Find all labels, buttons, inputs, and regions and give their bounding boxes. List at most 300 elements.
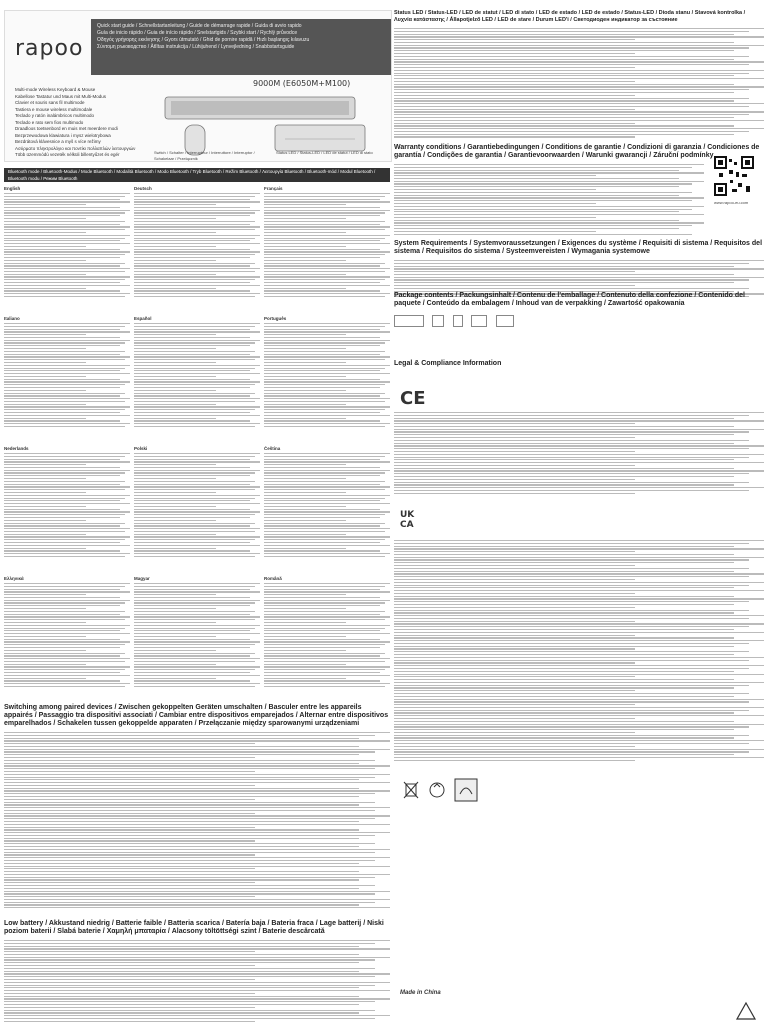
text-line	[394, 125, 734, 126]
text-line	[394, 651, 749, 652]
text-line	[4, 293, 130, 294]
switching-section-title: Switching among paired devices / Zwischen gekoppelten Geräten umschalten / Basculer entre les appareils appairés / Passaggio tra dispositivi associati / Cambiar entre dispositivos emparejados / Alternar entre dispositivos emparelhados / Schakelen tussen gekoppelde apparaten / Przełączanie między sparowanymi urządzeniami	[4, 704, 389, 727]
compliance-text	[394, 412, 764, 495]
text-line	[134, 548, 216, 549]
text-line	[134, 586, 255, 587]
text-line	[264, 398, 390, 399]
text-line	[394, 668, 749, 669]
text-line	[134, 478, 216, 479]
text-line	[394, 36, 764, 37]
text-line	[134, 296, 255, 297]
text-line	[4, 207, 120, 208]
text-line	[264, 644, 385, 645]
text-line	[134, 536, 260, 537]
text-line	[4, 686, 125, 687]
text-line	[134, 680, 250, 681]
text-line	[134, 263, 255, 264]
text-line	[394, 95, 635, 96]
text-line	[4, 426, 125, 427]
text-line	[394, 203, 596, 204]
text-line	[264, 472, 385, 473]
text-line	[264, 420, 380, 421]
text-line	[134, 619, 255, 620]
text-line	[264, 426, 385, 427]
text-line	[394, 45, 764, 46]
text-line	[4, 658, 130, 659]
header-band	[4, 10, 392, 162]
text-line	[4, 732, 390, 733]
text-line	[4, 813, 255, 814]
text-line	[264, 633, 390, 634]
text-line	[4, 1010, 375, 1011]
text-line	[264, 415, 390, 416]
ukca-mark-line: CA	[400, 520, 414, 530]
text-line	[4, 639, 120, 640]
text-line	[4, 790, 390, 791]
text-line	[134, 616, 260, 617]
text-line	[394, 571, 734, 572]
text-line	[264, 650, 346, 651]
product-title: Teclado y ratón inalámbricos multimodo	[15, 113, 95, 118]
instructions-block	[134, 316, 260, 442]
text-line	[264, 329, 380, 330]
text-line	[4, 323, 130, 324]
text-line	[264, 279, 385, 280]
text-line	[394, 726, 749, 727]
text-line	[394, 114, 749, 115]
text-line	[394, 484, 734, 485]
text-line	[134, 406, 260, 407]
text-line	[4, 542, 120, 543]
text-line	[4, 240, 120, 241]
text-line	[394, 696, 734, 697]
text-line	[394, 117, 734, 118]
text-line	[264, 556, 385, 557]
text-line	[4, 1015, 390, 1016]
text-line	[4, 409, 125, 410]
right-column	[394, 10, 764, 1022]
text-line	[4, 647, 120, 648]
qr-caption: www.rapoo-eu.com	[714, 200, 749, 205]
text-line	[134, 509, 250, 510]
text-line	[4, 260, 86, 261]
text-line	[394, 234, 692, 235]
text-line	[394, 459, 734, 460]
text-line	[264, 376, 346, 377]
package-contents-section	[394, 292, 764, 332]
text-line	[394, 735, 749, 736]
text-line	[394, 462, 764, 463]
text-line	[394, 585, 749, 586]
text-line	[394, 470, 764, 471]
text-line	[394, 724, 764, 725]
text-line	[394, 443, 734, 444]
text-line	[134, 345, 250, 346]
text-line	[4, 857, 390, 858]
text-line	[394, 56, 749, 57]
text-line	[264, 608, 346, 609]
text-line	[394, 610, 749, 611]
text-line	[264, 246, 346, 247]
text-line	[4, 423, 130, 424]
text-line	[264, 409, 385, 410]
language-label: Nederlands	[4, 446, 29, 451]
text-line	[4, 472, 125, 473]
text-line	[4, 628, 125, 629]
text-line	[264, 334, 346, 335]
text-line	[4, 221, 125, 222]
text-line	[394, 128, 764, 129]
text-line	[134, 523, 255, 524]
text-line	[264, 263, 385, 264]
text-line	[4, 517, 120, 518]
text-line	[264, 290, 380, 291]
text-line	[4, 545, 130, 546]
text-line	[134, 404, 216, 405]
text-line	[394, 454, 764, 455]
text-line	[394, 86, 764, 87]
product-title: Bezprzewodowa klawiatura i mysz wielotrybowa	[15, 132, 111, 138]
text-line	[4, 959, 375, 960]
text-line	[264, 356, 390, 357]
text-line	[4, 503, 130, 504]
text-line	[4, 359, 125, 360]
text-line	[4, 877, 375, 878]
text-line	[394, 710, 749, 711]
ukca-mark	[400, 510, 414, 530]
text-line	[134, 459, 250, 460]
text-line	[4, 785, 255, 786]
text-line	[4, 594, 86, 595]
text-line	[394, 53, 635, 54]
brand-logo: rapoo	[15, 36, 84, 61]
text-line	[264, 675, 390, 676]
text-line	[4, 644, 125, 645]
text-line	[134, 384, 255, 385]
text-line	[394, 164, 704, 165]
text-line	[4, 556, 125, 557]
text-line	[264, 257, 380, 258]
text-line	[134, 605, 250, 606]
text-line	[4, 669, 125, 670]
text-line	[394, 662, 635, 663]
text-line	[4, 902, 375, 903]
text-line	[134, 481, 255, 482]
switch-caption: Switch / Schalter / Interrupteur / Interruttore / Interruptor / Schakelaar / Przełącznik	[154, 150, 255, 161]
text-line	[264, 423, 390, 424]
text-line	[264, 666, 390, 667]
text-line	[394, 493, 635, 494]
text-line	[134, 639, 250, 640]
eco-label-icon	[454, 778, 478, 802]
text-line	[4, 401, 125, 402]
text-line	[264, 678, 346, 679]
text-line	[394, 100, 734, 101]
text-line	[4, 376, 86, 377]
text-line	[4, 866, 390, 867]
text-line	[394, 412, 764, 413]
mouse-icon	[432, 315, 444, 327]
text-line	[394, 266, 734, 267]
text-line	[394, 437, 635, 438]
text-block	[4, 193, 130, 297]
text-line	[264, 475, 380, 476]
text-line	[4, 511, 130, 512]
text-line	[394, 626, 749, 627]
text-line	[394, 598, 764, 599]
text-line	[394, 31, 749, 32]
text-line	[134, 265, 250, 266]
text-line	[134, 329, 250, 330]
text-line	[264, 470, 390, 471]
text-line	[4, 453, 130, 454]
text-line	[264, 586, 385, 587]
text-line	[394, 551, 635, 552]
text-line	[4, 788, 359, 789]
text-line	[4, 1004, 359, 1005]
text-line	[394, 75, 734, 76]
text-line	[134, 534, 216, 535]
text-line	[134, 232, 216, 233]
text-line	[264, 326, 385, 327]
text-line	[134, 669, 255, 670]
text-line	[264, 614, 380, 615]
text-line	[134, 511, 260, 512]
text-line	[394, 660, 749, 661]
text-line	[264, 384, 385, 385]
text-line	[264, 418, 346, 419]
text-line	[4, 279, 125, 280]
language-label: Italiano	[4, 316, 20, 321]
text-line	[4, 815, 390, 816]
text-line	[394, 231, 596, 232]
text-line	[264, 296, 385, 297]
text-line	[394, 749, 764, 750]
text-line	[394, 490, 749, 491]
language-label: Français	[264, 186, 283, 191]
text-line	[394, 729, 734, 730]
text-line	[264, 600, 390, 601]
text-line	[134, 365, 260, 366]
text-line	[134, 492, 216, 493]
text-line	[134, 337, 250, 338]
text-line	[134, 423, 260, 424]
text-line	[4, 534, 86, 535]
text-line	[264, 342, 385, 343]
text-line	[264, 362, 346, 363]
text-line	[134, 204, 216, 205]
text-line	[4, 475, 120, 476]
text-line	[394, 648, 635, 649]
system-requirements-section	[394, 240, 764, 299]
text-line	[394, 465, 635, 466]
text-line	[264, 285, 390, 286]
text-line	[394, 123, 635, 124]
text-line	[134, 531, 255, 532]
text-line	[134, 520, 216, 521]
text-line	[4, 622, 86, 623]
switching-text	[4, 732, 390, 908]
text-line	[4, 973, 390, 974]
text-line	[4, 824, 390, 825]
text-line	[4, 608, 86, 609]
text-line	[394, 34, 734, 35]
text-line	[4, 257, 120, 258]
text-line	[4, 1007, 255, 1008]
system-requirements-title: System Requirements / Systemvoraussetzungen / Exigences du système / Requisiti di sistema / Requisitos del sistema / Requisitos do sistema / Systeemvereisten / Wymagania systemowe	[394, 240, 763, 255]
text-line	[4, 254, 125, 255]
banner-line: Οδηγός γρήγορης εκκίνησης / Gyors útmutató / Ghid de pornire rapidă / Hızlı başlangıç kılavuzu	[97, 37, 310, 43]
text-line	[4, 768, 375, 769]
text-line	[4, 838, 359, 839]
text-line	[264, 393, 385, 394]
text-line	[394, 189, 596, 190]
text-line	[264, 672, 380, 673]
text-line	[264, 379, 380, 380]
text-line	[264, 459, 380, 460]
text-line	[264, 276, 390, 277]
text-line	[394, 429, 764, 430]
made-in-label: Made in China	[400, 990, 441, 996]
text-line	[134, 517, 250, 518]
text-line	[134, 622, 216, 623]
text-line	[394, 612, 734, 613]
text-line	[4, 655, 120, 656]
text-line	[4, 520, 86, 521]
text-line	[134, 678, 216, 679]
text-line	[264, 503, 390, 504]
text-line	[4, 246, 86, 247]
text-line	[134, 484, 250, 485]
text-line	[134, 608, 216, 609]
text-line	[394, 559, 749, 560]
text-line	[4, 751, 375, 752]
text-line	[394, 206, 704, 207]
text-line	[134, 415, 260, 416]
banner-line: Σύντομη ръководство / Ätlītas instrukcija / Lühijuhend / Lynvejledning / Snabbstartsguide	[97, 44, 295, 50]
text-line	[134, 594, 216, 595]
text-line	[394, 643, 749, 644]
text-line	[4, 215, 120, 216]
ukca-mark-line: UK	[400, 510, 415, 520]
text-line	[4, 210, 130, 211]
text-line	[4, 224, 120, 225]
text-line	[264, 282, 380, 283]
text-line	[394, 268, 764, 269]
text-line	[4, 263, 125, 264]
text-line	[394, 50, 734, 51]
text-line	[394, 607, 635, 608]
text-line	[134, 556, 255, 557]
text-line	[4, 633, 130, 634]
text-line	[4, 548, 86, 549]
text-line	[134, 376, 216, 377]
text-line	[4, 415, 130, 416]
text-line	[4, 492, 86, 493]
text-line	[134, 246, 216, 247]
text-line	[394, 214, 704, 215]
text-line	[134, 475, 250, 476]
text-line	[134, 370, 250, 371]
text-line	[134, 193, 260, 194]
text-line	[394, 554, 734, 555]
text-line	[394, 546, 734, 547]
instructions-block	[264, 186, 390, 312]
text-line	[134, 282, 250, 283]
text-line	[394, 106, 749, 107]
text-line	[4, 868, 255, 869]
status-caption: Status LED / Status-LED / LED de statut / LED di stato	[276, 150, 373, 155]
text-line	[394, 84, 734, 85]
text-line	[134, 498, 255, 499]
text-line	[394, 671, 734, 672]
text-line	[134, 641, 260, 642]
text-line	[134, 288, 216, 289]
text-line	[4, 998, 390, 999]
text-line	[394, 209, 692, 210]
text-line	[4, 459, 120, 460]
text-line	[134, 293, 260, 294]
text-line	[264, 536, 390, 537]
text-line	[4, 818, 375, 819]
text-line	[4, 478, 86, 479]
text-line	[4, 852, 375, 853]
text-line	[4, 340, 130, 341]
text-line	[394, 73, 749, 74]
text-line	[4, 550, 120, 551]
text-line	[394, 646, 734, 647]
text-line	[264, 461, 390, 462]
text-line	[134, 342, 255, 343]
text-line	[264, 520, 346, 521]
text-line	[264, 196, 385, 197]
text-line	[394, 445, 764, 446]
text-line	[134, 672, 250, 673]
language-label: Ελληνικά	[4, 576, 24, 581]
text-line	[394, 701, 749, 702]
text-line	[264, 500, 380, 501]
text-line	[264, 597, 380, 598]
language-label: Polski	[134, 446, 148, 451]
text-line	[4, 398, 130, 399]
text-block	[134, 193, 260, 297]
text-line	[4, 749, 390, 750]
text-line	[394, 434, 734, 435]
text-line	[264, 669, 385, 670]
text-line	[264, 249, 380, 250]
text-line	[264, 492, 346, 493]
text-line	[134, 500, 250, 501]
text-line	[4, 1012, 359, 1013]
text-line	[4, 829, 359, 830]
text-line	[4, 899, 390, 900]
text-line	[394, 260, 764, 261]
product-title: Több üzemmódú vezeték nélküli billentyűzet és egér	[15, 152, 120, 157]
text-line	[4, 965, 255, 966]
text-line	[4, 630, 120, 631]
text-line	[264, 387, 380, 388]
instructions-block	[264, 316, 390, 442]
text-line	[394, 39, 635, 40]
text-line	[4, 506, 86, 507]
text-line	[394, 540, 764, 541]
text-line	[134, 553, 260, 554]
legal-section	[394, 360, 764, 368]
text-line	[264, 509, 380, 510]
text-line	[394, 178, 679, 179]
text-line	[264, 583, 390, 584]
text-line	[4, 796, 359, 797]
